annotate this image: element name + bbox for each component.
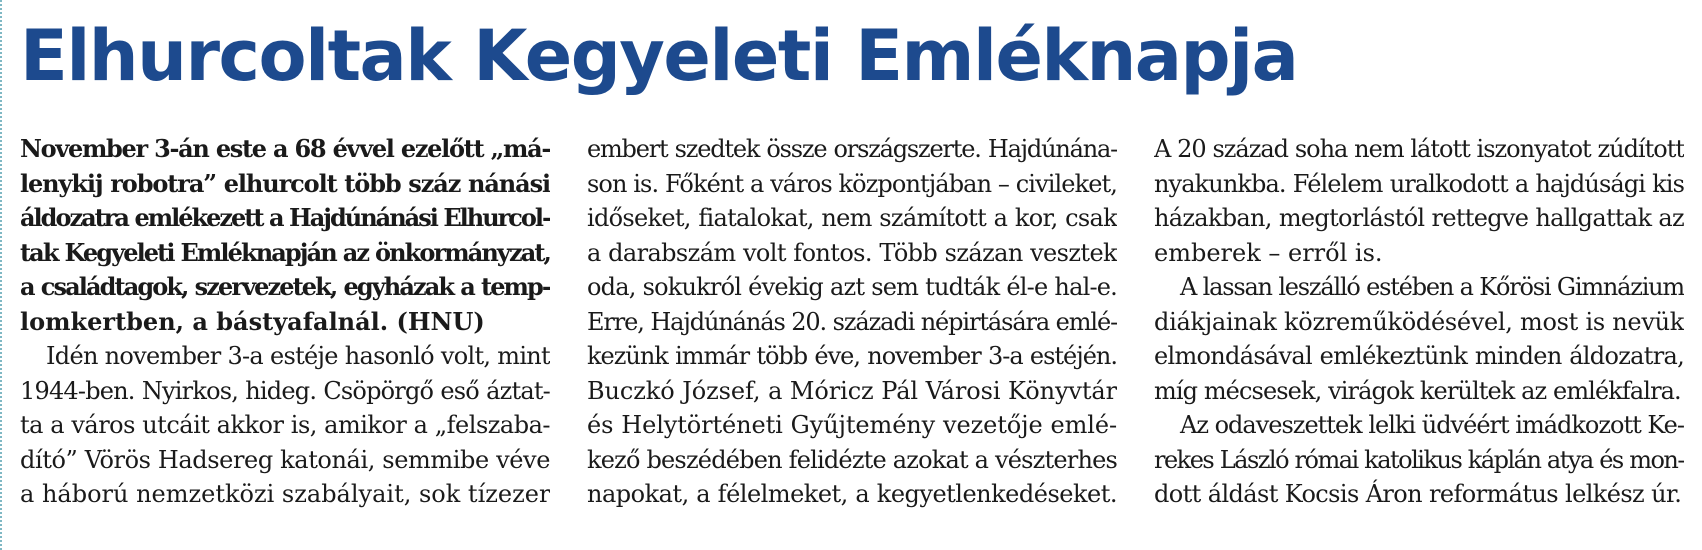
body-line: a háború nemzetközi szabályait, sok tízezer [20, 480, 550, 508]
body-line: 1944-ben. Nyirkos, hideg. Csöpörgő eső áztat- [20, 376, 550, 405]
body-paragraph [587, 132, 1117, 512]
body-line: és Helytörténeti Gyűjtemény vezetője emlé- [587, 411, 1117, 439]
body-line: elmondásával emlékeztünk minden áldozatra, [1154, 342, 1684, 370]
body-line: míg mécsesek, virágok kerültek az emlékfalra. [1154, 376, 1681, 405]
body-line: emberek – erről is. [1154, 238, 1383, 267]
body-line: házakban, megtorlástól rettegve hallgattak az [1154, 204, 1684, 232]
body-line: diákjainak közreműködésével, most is nevük [1154, 307, 1684, 336]
body-line: dító” Vörös Hadsereg katonái, semmibe véve [20, 445, 550, 474]
body-line: oda, sokukról évekig azt sem tudták él-e hal-e. [587, 273, 1117, 301]
article-column-2 [587, 132, 1117, 512]
body-paragraph [1154, 132, 1684, 270]
body-line: időseket, fiatalokat, nem számított a kor, csak [587, 204, 1117, 232]
body-line: A 20 század soha nem látott iszonyatot zúdított [1154, 135, 1684, 163]
article-column-1 [20, 132, 550, 512]
body-paragraph [1154, 408, 1684, 512]
lead-line: a családtagok, szervezetek, egyházak a temp- [20, 272, 550, 301]
lead-line: tak Kegyeleti Emléknapján az önkormányzat, [20, 237, 550, 267]
body-line: a darabszám volt fontos. Több százan vesztek [587, 238, 1117, 267]
body-line: Buczkó József, a Móricz Pál Városi Könyvtár [587, 376, 1117, 405]
body-line: Erre, Hajdúnánás 20. századi népirtására emlé- [587, 307, 1117, 336]
article-lead-paragraph [20, 132, 550, 339]
lead-line: áldozatra emlékezett a Hajdúnánási Elhurcol- [20, 203, 550, 232]
body-paragraph [1154, 270, 1684, 408]
body-line: Az odaveszettek lelki üdvéért imádkozott Ke- [1180, 411, 1684, 439]
article-column-3 [1154, 132, 1684, 512]
article-headline: Elhurcoltak Kegyeleti Emléknapja [20, 15, 1298, 97]
body-line: embert szedtek össze országszerte. Hajdúnána- [587, 135, 1117, 163]
body-line: rekes László római katolikus káplán atya és mon- [1154, 445, 1684, 474]
body-line: kező beszédében felidézte azokat a vészterhes [587, 445, 1117, 474]
body-line: nyakunkba. Félelem uralkodott a hajdúsági kis [1154, 169, 1684, 198]
page-margin-dotted-rule [0, 0, 2, 550]
lead-line: lenykij robotra” elhurcolt több száz nánási [20, 168, 550, 198]
body-line: dott áldást Kocsis Áron református lelkész úr. [1154, 480, 1682, 508]
body-line: son is. Főként a város központjában – civileket, [587, 169, 1117, 198]
body-line: napokat, a félelmeket, a kegyetlenkedéseket. [587, 480, 1117, 508]
body-paragraph [20, 339, 550, 512]
lead-line: November 3-án este a 68 évvel ezelőtt „má- [20, 134, 550, 163]
body-line: kezünk immár több éve, november 3-a estéjén. [587, 342, 1117, 370]
body-line: ta a város utcáit akkor is, amikor a „felszaba- [20, 411, 550, 439]
body-line: A lassan leszálló estében a Kőrösi Gimnázium [1180, 273, 1684, 301]
lead-line: lomkertben, a bástyafalnál. (HNU) [20, 306, 485, 336]
body-line: Idén november 3-a estéje hasonló volt, mint [46, 342, 550, 370]
